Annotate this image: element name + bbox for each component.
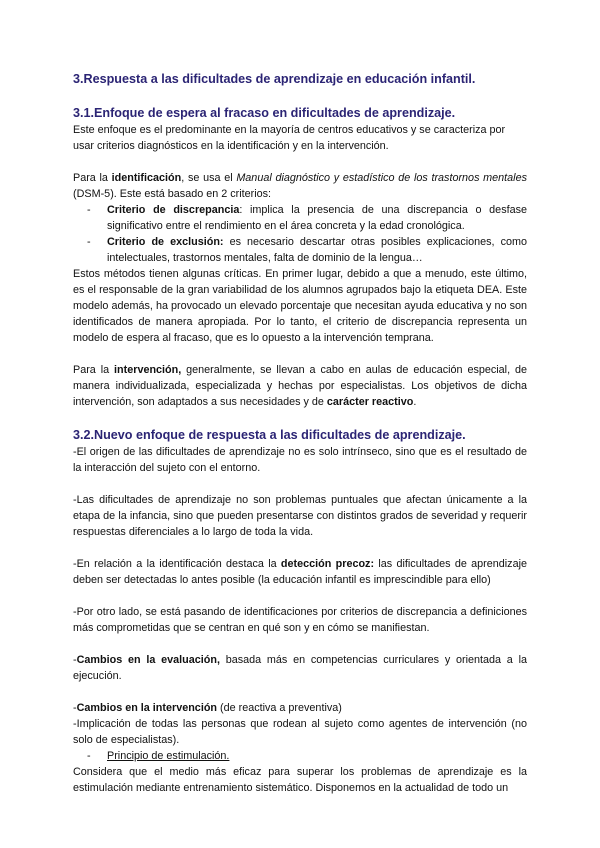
criteria-term: Criterio de exclusión: [107, 236, 224, 248]
evaluation-text-post: basada más en competencias curriculares y orientada a la ejecución. [73, 654, 527, 682]
interv-text-mid: generalmente, se llevan a cabo en aulas de educación especial, de manera individualizada, especializada y hechas por especialistas. Los objetivos de dicha intervención, son adaptados a sus necesidades y de [73, 364, 528, 408]
identification-paragraph [73, 170, 527, 202]
interv-bold-term: intervención, [114, 364, 182, 376]
criteria-text: es necesario descartar otras posibles explicaciones, como intelectuales, trastornos mentales, falta de dominio de la lengua… [107, 236, 527, 264]
principle-item [73, 748, 527, 764]
evaluation-dash: - [73, 654, 77, 666]
intervention-text-post: (de reactiva a preventiva) [217, 702, 342, 714]
section-3-1-intro: Este enfoque es el predominante en la mayoría de centros educativos y se caracteriza por usar criterios diagnósticos en la identificación y en la intervención. [73, 124, 506, 152]
origin-paragraph: -El origen de las dificultades de aprendizaje no es solo intrínseco, sino que es el resultado de la interacción del sujeto con el entorno. [73, 446, 527, 474]
interv-text-post: . [413, 396, 417, 408]
ident-text-pre: Para la [73, 172, 112, 184]
intervention-changes-paragraph [73, 700, 527, 716]
intervention-dash: - [73, 702, 77, 714]
involvement-paragraph: -Implicación de todas las personas que rodean al sujeto como agentes de intervención (no solo de especialistas). [73, 718, 527, 746]
criteria-list [73, 202, 527, 266]
criteria-text: : implica la presencia de una discrepancia o desfase significativo entre el rendimiento en el área concreta y la edad cronológica. [107, 204, 527, 232]
section-3-1-heading: 3.1.Enfoque de espera al fracaso en dificultades de aprendizaje. [73, 106, 456, 120]
ident-bold-term: identificación [111, 172, 182, 184]
stimulation-principle: Principio de estimulación. [107, 750, 230, 762]
detection-bold-term: detección precoz: [280, 558, 375, 570]
critique-paragraph: Estos métodos tienen algunas críticas. En primer lugar, debido a que a menudo, este último, es el responsable de la gran variabilidad de los alumnos agrupados bajo la etiqueta DEA. Este modelo además, ha provocado un elevado porcentaje que necesitan ayuda educativa y no son identificados de manera apropiada. Por lo tanto, el criterio de discrepancia representa un modelo de espera al fracaso, que es lo opuesto a la intervención temprana. [73, 268, 527, 344]
section-3-title: 3.Respuesta a las dificultades de aprendizaje en educación infantil. [73, 72, 476, 86]
intervention-bold-term: Cambios en la intervención [76, 702, 218, 714]
evaluation-bold-term: Cambios en la evaluación, [76, 654, 220, 666]
reactive-character-term: carácter reactivo [326, 396, 414, 408]
intervention-paragraph [73, 362, 527, 410]
criteria-term: Criterio de discrepancia [107, 204, 240, 216]
lifelong-paragraph: -Las dificultades de aprendizaje no son problemas puntuales que afectan únicamente a la etapa de la infancia, sino que pueden presentarse con distintos grados de severidad y requerir respuestas diferenciales a lo largo de toda la vida. [73, 494, 527, 538]
early-detection-paragraph [73, 556, 527, 588]
principle-list [73, 748, 527, 764]
detection-text-post: las dificultades de aprendizaje deben ser detectadas lo antes posible (la educación infantil es imprescindible para ello) [73, 558, 527, 586]
criteria-item [73, 234, 527, 266]
criteria-item [73, 202, 527, 234]
ident-text-mid: , se usa el [181, 172, 237, 184]
section-3-2-heading: 3.2.Nuevo enfoque de respuesta a las dificultades de aprendizaje. [73, 428, 466, 442]
interv-text-pre: Para la [73, 364, 115, 376]
evaluation-changes-paragraph [73, 652, 527, 684]
document-page [73, 70, 527, 796]
definitions-paragraph: -Por otro lado, se está pasando de identificaciones por criterios de discrepancia a definiciones más comprometidas que se centran en qué son y en cómo se manifiestan. [73, 606, 527, 634]
detection-text-pre: -En relación a la identificación destaca la [73, 558, 281, 570]
stimulation-paragraph: Considera que el medio más eficaz para superar los problemas de aprendizaje es la estimulación mediante entrenamiento sistemático. Disponemos en la actualidad de todo un [73, 766, 527, 794]
dsm-manual-title: Manual diagnóstico y estadístico de los trastornos mentales [236, 172, 527, 184]
ident-text-post: (DSM-5). Este está basado en 2 criterios: [73, 188, 272, 200]
